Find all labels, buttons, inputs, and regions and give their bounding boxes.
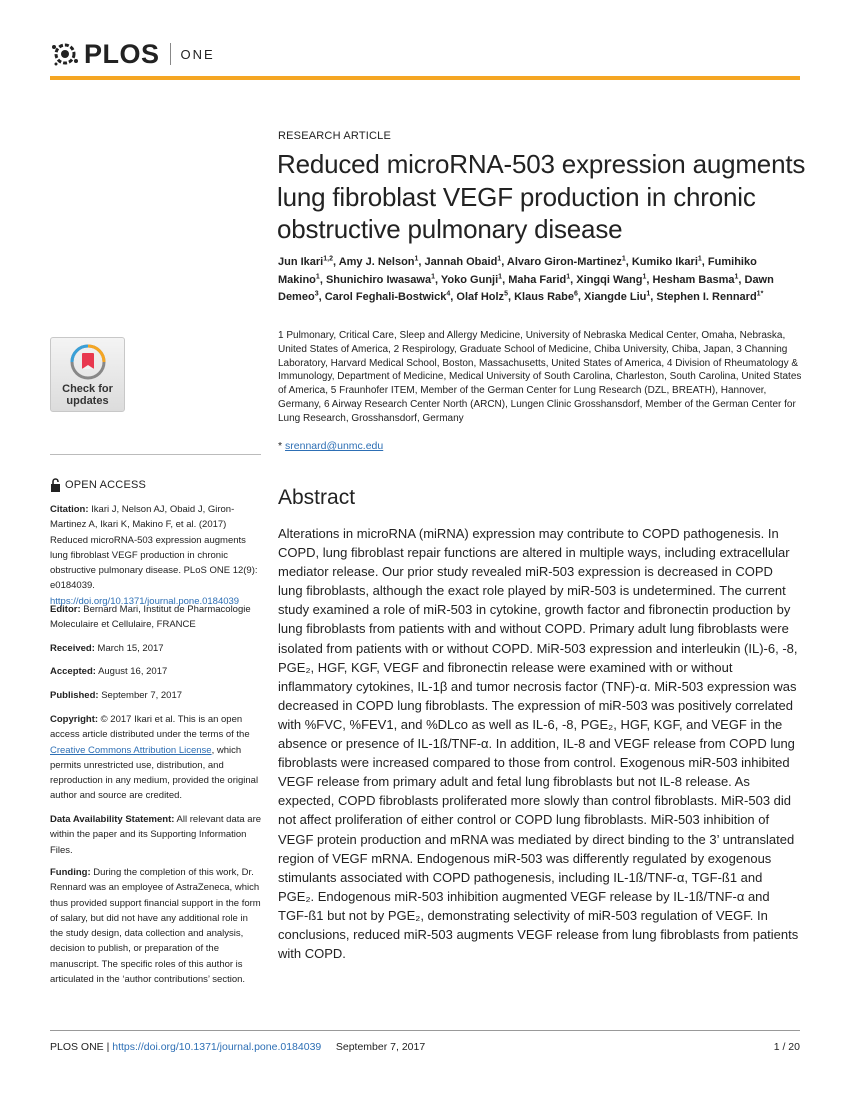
citation-label: Citation: — [50, 504, 89, 515]
author-affiliation-marker: 1 — [621, 255, 626, 263]
logo-divider — [170, 43, 171, 65]
received-date: March 15, 2017 — [97, 643, 164, 654]
data-availability-label: Data Availability Statement: — [50, 814, 175, 825]
abstract-text: Alterations in microRNA (miRNA) expression may contribute to COPD pathogenesis. In COPD, lung fibroblast repair functions are altered in multiple ways, including extracellular mediator release. Our prior study revealed miR-503 expression is decreased in COPD lung fibroblasts, although the exact role played by miR-503 is undetermined. The current study examined a role of miR-503 in cytokine, growth factor and fibronectin production by lung fibroblasts from patients with and without COPD. Primary adult lung fibroblasts were isolated from patients with or without COPD. MiR-503 expression and interleukin (IL)-6, -8, PGE₂, HGF, KGF, VEGF and fibronectin release were examined with or without inflammatory cytokines, IL-1β and tumor necrosis factor (TNF)-α. MiR-503 expression was decreased in COPD lung fibroblasts. The expression of miR-503 was positively correlated with %FVC, %FEV1, and %DLco as well as IL-6, -8, PGE₂, HGF, KGF, and VEGF in the absence or presence of IL-1ß/TNF-α. In addition, IL-8 and VEGF release from COPD lung fibroblasts were increased compared to those from control. Exogenous miR-503 inhibited VEGF release from primary adult and fetal lung fibroblasts but not IL-8 release. As expected, COPD fibroblasts proliferated more slowly than control fibroblasts. MiR-503 did not affect proliferation of either control or COPD lung fibroblasts. MiR-503 inhibition of VEGF protein production and mRNA was mediated by direct binding to the 3’ untranslated region of VEGF mRNA. Endogenous miR-503 was differently regulated by exogenous stimulants associated with COPD pathogenesis, including IL-1ß/TNF-α, TGF-ß1 and PGE₂. Endogenous miR-503 inhibition augmented VEGF release by IL-1ß/TNF-α and TGF-ß1 but not by PGE₂, demonstrating selectivity of miR-503 regulation of VEGF. In conclusions, reduced miR-503 augments VEGF release from lung fibroblasts from patients with COPD. — [278, 526, 799, 962]
author-affiliation-marker: 1 — [646, 290, 651, 298]
check-for-updates-badge[interactable] — [50, 337, 125, 412]
funding-label: Funding: — [50, 867, 91, 878]
crossmark-line2: updates — [66, 395, 109, 407]
published-block — [50, 688, 263, 703]
received-block — [50, 641, 263, 656]
article-type: RESEARCH ARTICLE — [278, 130, 392, 142]
affiliations: 1 Pulmonary, Critical Care, Sleep and Allergy Medicine, University of Nebraska Medical Center, Omaha, Nebraska, United States of America, 2 Respirology, Graduate School of Medicine, Chiba University, Chiba, Japan, 3 Channing Laboratory, Harvard Medical School, Boston, Massachusetts, United States of America, 4 Division of Rheumatology & Immunology, Department of Medicine, Medical University of South Carolina, Charleston, South Carolina, United States of America, 5 Fraunhofer ITEM, Member of the German Center for Lung Research (DZL, BREATH), Hannover, Germany, 6 Airway Research Center North (ARCN), Lungen Clinic Grosshansdorf, Member of the German Center for Lung Research, Grosshansdorf, Germany — [278, 330, 802, 424]
copyright-label: Copyright: — [50, 714, 99, 725]
received-label: Received: — [50, 643, 95, 654]
author-affiliation-marker: 1 — [566, 272, 571, 280]
plos-wordmark: PLOS — [84, 38, 160, 69]
sidebar-rule — [50, 454, 261, 455]
author-name: Amy J. Nelson — [338, 256, 415, 268]
funding-text: During the completion of this work, Dr. Rennard was an employee of AstraZeneca, which thus provided support financial support in the form of salary, but did not have any additional role in the study design, data collection and analysis, decision to publish, or preparation of the manuscript. The specific roles of this author is articulated in the ‘author contributions’ section. — [50, 867, 261, 986]
footer-doi-link[interactable]: https://doi.org/10.1371/journal.pone.0184039 — [112, 1041, 322, 1053]
footer-journal: PLOS ONE — [50, 1041, 104, 1053]
published-date: September 7, 2017 — [101, 690, 183, 701]
abstract-heading: Abstract — [278, 486, 356, 509]
author-affiliation-marker: 1 — [642, 272, 647, 280]
author-affiliation-marker: 6 — [574, 290, 578, 298]
corresponding-email — [278, 440, 383, 452]
author-affiliation-marker: 4 — [446, 290, 451, 298]
author-affiliation-marker: 1,2 — [323, 255, 333, 263]
footer-rule — [50, 1030, 800, 1031]
funding-block — [50, 865, 263, 987]
footer-separator: | — [103, 1041, 113, 1053]
copyright-text-1: © 2017 Ikari et al. This is an open access article distributed under the terms of the — [50, 714, 250, 741]
author-affiliation-marker: 3 — [314, 290, 319, 298]
author-name: Xiangde Liu — [584, 291, 647, 303]
email-link[interactable]: srennard@unmc.edu — [285, 440, 384, 452]
editor-block — [50, 602, 263, 633]
author-affiliation-marker: 1 — [414, 255, 419, 263]
author-name: Olaf Holz — [456, 291, 505, 303]
author-name: Alvaro Giron-Martinez — [506, 256, 622, 268]
author-affiliation-marker: 1 — [498, 272, 503, 280]
header-rule — [50, 76, 800, 80]
author-name: Fumihiko Makino — [278, 256, 757, 286]
author-affiliation-marker: 1 — [497, 255, 502, 263]
author-name: Carol Feghali-Bostwick — [324, 291, 447, 303]
author-list: Jun Ikari$^{1,2}$, Amy J. Nelson$^1$, Jannah Obaid$^1$, Alvaro Giron-Martinez$^1$, Kumiko Ikari$^1$, Fumihiko Makino$^1$, Shunichiro Iwasawa$^1$, Yoko Gunji$^1$, Maha Farid$^1$, Xingqi Wang$^1$, Hesham Basma$^1$, Dawn Demeo$^3$, Carol Feghali-Bostwick$^4$, Olaf Holz$^5$, Klaus Rabe$^6$, Xiangde Liu$^1$, Stephen I. Rennard$^{1*}$ — [278, 255, 774, 303]
author-name: Hesham Basma — [652, 273, 735, 286]
page-number: 1 / 20 — [773, 1041, 800, 1053]
crossmark-line1: Check for — [62, 383, 113, 395]
data-availability-block — [50, 812, 263, 858]
author-name: Jannah Obaid — [424, 256, 498, 268]
author-affiliation-marker: 1 — [697, 255, 702, 263]
open-access-badge — [50, 478, 146, 492]
author-name: Klaus Rabe — [514, 291, 575, 303]
author-name: Shunichiro Iwasawa — [325, 273, 432, 286]
author-name: Maha Farid — [508, 273, 567, 286]
crossmark-icon — [70, 344, 106, 380]
copyright-block — [50, 712, 263, 804]
author-affiliation-marker: 1 — [431, 272, 435, 280]
plos-logo — [50, 38, 215, 70]
citation-text: Ikari J, Nelson AJ, Obaid J, Giron-Martinez A, Ikari K, Makino F, et al. (2017) Reduced microRNA-503 expression augments lung fibroblast VEGF production in chronic obstructive pulmonary disease. PLoS ONE 12(9): e0184039. — [50, 504, 258, 592]
plos-logo-icon — [50, 39, 80, 69]
license-link[interactable]: Creative Commons Attribution License — [50, 744, 212, 756]
author-name: Dawn Demeo — [278, 273, 774, 303]
author-affiliation-marker: 1* — [756, 290, 764, 298]
footer-citation — [50, 1041, 425, 1053]
author-name: Jun Ikari — [278, 256, 324, 268]
copyright-text-2: , which permits unrestricted use, distribution, and reproduction in any medium, provided the original author and source are credited. — [50, 744, 259, 802]
accepted-block — [50, 664, 263, 679]
accepted-label: Accepted: — [50, 666, 96, 677]
article-title: Reduced microRNA-503 expression augments lung fibroblast VEGF production in chronic obstructive pulmonary disease — [277, 149, 806, 244]
open-lock-icon — [50, 478, 61, 492]
accepted-date: August 16, 2017 — [98, 666, 168, 677]
citation-block — [50, 502, 263, 609]
author-name: Xingqi Wang — [576, 273, 643, 286]
author-name: Yoko Gunji — [440, 273, 499, 286]
author-affiliation-marker: 5 — [504, 290, 508, 298]
author-affiliation-marker: 1 — [734, 272, 739, 280]
author-affiliation-marker: 1 — [315, 272, 320, 280]
journal-name: ONE — [180, 46, 215, 62]
author-name: Stephen I. Rennard — [656, 291, 757, 303]
editor-label: Editor: — [50, 604, 81, 615]
email-marker: * — [278, 440, 286, 452]
open-access-label: OPEN ACCESS — [65, 479, 147, 491]
author-name: Kumiko Ikari — [631, 256, 698, 268]
data-availability-text: All relevant data are within the paper and its Supporting Information Files. — [50, 814, 262, 856]
editor-text: Bernard Mari, Institut de Pharmacologie Moleculaire et Cellulaire, FRANCE — [50, 604, 251, 631]
citation-doi-link[interactable]: https://doi.org/10.1371/journal.pone.0184039 — [50, 595, 240, 607]
footer-date: September 7, 2017 — [335, 1041, 426, 1053]
published-label: Published: — [50, 690, 99, 701]
